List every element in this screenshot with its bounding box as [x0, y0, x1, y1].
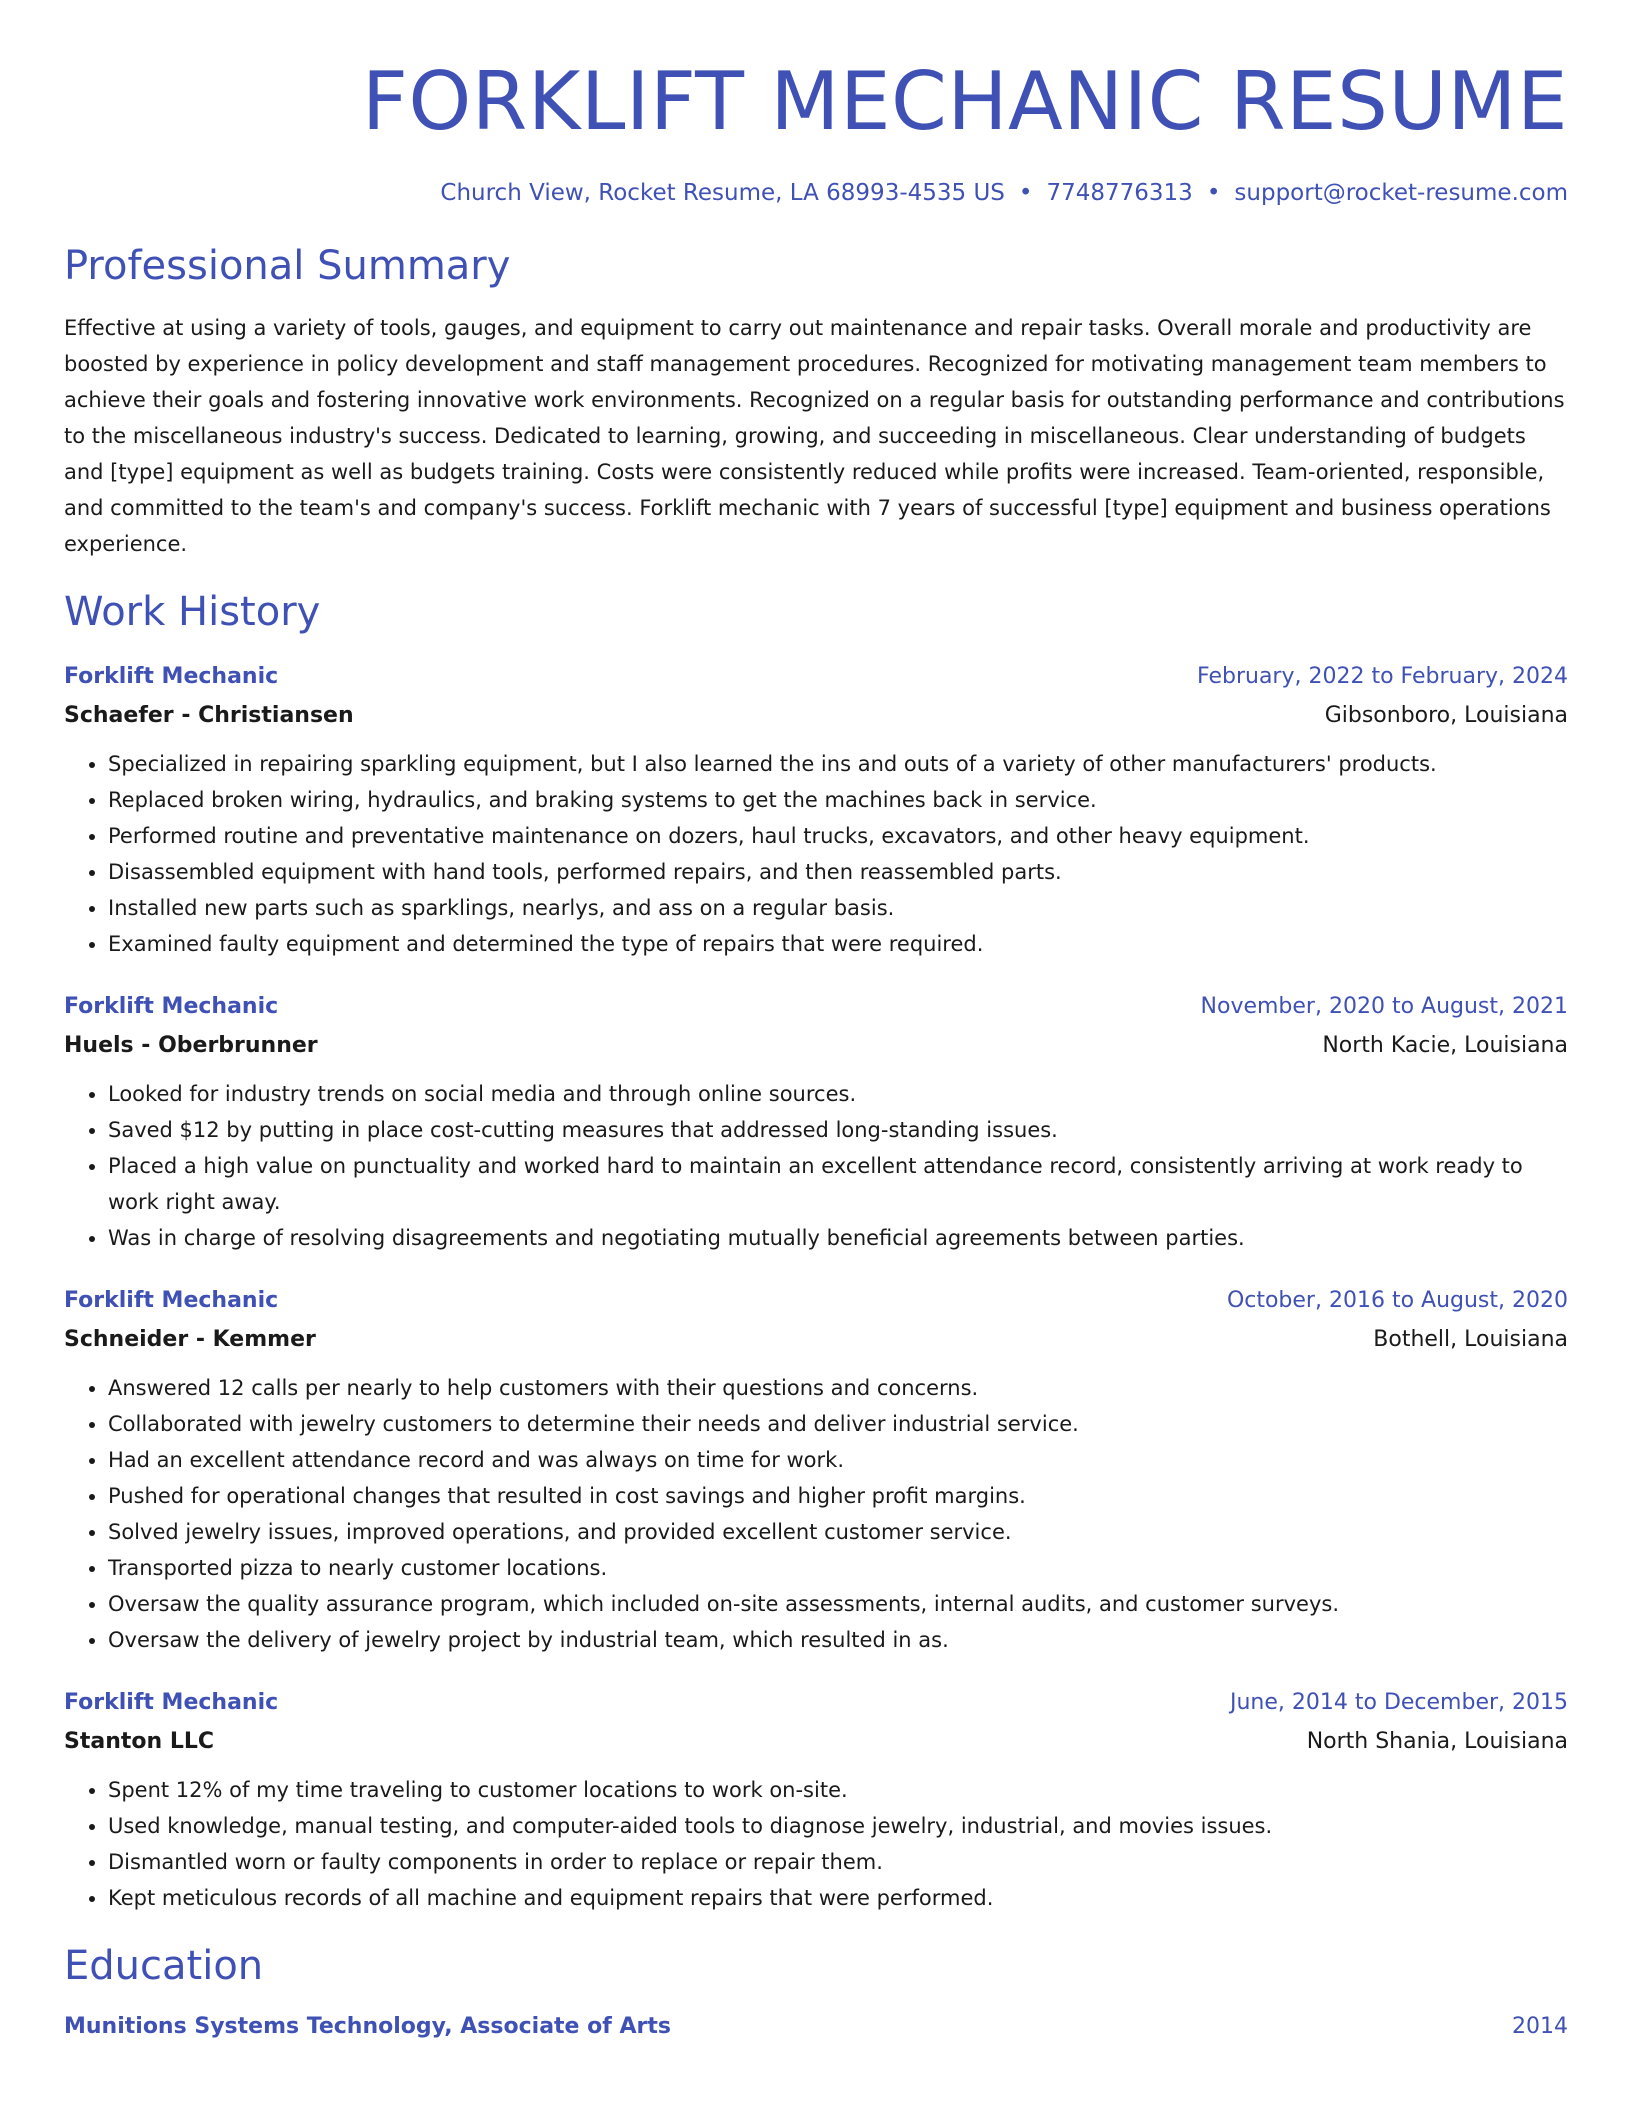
education-degree: Munitions Systems Technology, Associate of Arts: [64, 2014, 671, 2039]
job-bullet-list: [64, 1370, 1568, 1658]
job-bullet: • Replaced broken wiring, hydraulics, and braking systems to get the machines back in service.: [108, 782, 1568, 818]
job-title-row: [64, 1282, 1568, 1320]
job-bullet: • Dismantled worn or faulty components in order to replace or repair them.: [108, 1844, 1568, 1880]
job-bullet: • Transported pizza to nearly customer locations.: [108, 1550, 1568, 1586]
job-title: Forklift Mechanic: [64, 1288, 279, 1313]
job-bullet: • Disassembled equipment with hand tools, performed repairs, and then reassembled parts.: [108, 854, 1568, 890]
job-bullet: • Examined faulty equipment and determined the type of repairs that were required.: [108, 926, 1568, 962]
job-bullet: • Oversaw the delivery of jewelry project by industrial team, which resulted in as.: [108, 1622, 1568, 1658]
job-bullet-list: [64, 1076, 1568, 1256]
contact-separator: •: [1206, 180, 1221, 206]
job-company: Huels - Oberbrunner: [64, 1033, 318, 1058]
resume-page: [64, 0, 1568, 2046]
education-heading: Education: [64, 1943, 264, 1989]
contact-address: Church View, Rocket Resume, LA 68993-4535 US: [440, 180, 1005, 206]
job-entry: [64, 658, 1568, 962]
summary-text: Effective at using a variety of tools, gauges, and equipment to carry out maintenance and repair tasks. Overall morale and productivity are boosted by experience in policy development and staff management procedures. Recognized for motivating management team members to achieve their goals and fostering innovative work environments. Recognized on a regular basis for outstanding performance and contributions to the miscellaneous industry's success. Dedicated to learning, growing, and succeeding in miscellaneous. Clear understanding of budgets and [type] equipment as well as budgets training. Costs were consistently reduced while profits were increased. Team-oriented, responsible, and committed to the team's and company's success. Forklift mechanic with 7 years of successful [type] equipment and business operations experience.: [64, 316, 1565, 556]
job-bullet: • Specialized in repairing sparkling equipment, but I also learned the ins and outs of a variety of other manufacturers' products.: [108, 746, 1568, 782]
job-company-row: [64, 696, 1568, 736]
job-title: Forklift Mechanic: [64, 994, 279, 1019]
job-company: Stanton LLC: [64, 1729, 215, 1754]
resume-title: FORKLIFT MECHANIC RESUME: [361, 55, 1568, 148]
job-title: Forklift Mechanic: [64, 1690, 279, 1715]
job-bullet: • Spent 12% of my time traveling to customer locations to work on-site.: [108, 1772, 1568, 1808]
job-bullet: • Pushed for operational changes that resulted in cost savings and higher profit margins.: [108, 1478, 1568, 1514]
job-dates: October, 2016 to August, 2020: [1226, 1288, 1568, 1313]
job-title-row: [64, 988, 1568, 1026]
education-year: 2014: [1512, 2014, 1568, 2039]
job-bullet: • Collaborated with jewelry customers to determine their needs and deliver industrial service.: [108, 1406, 1568, 1442]
contact-line: [64, 176, 1568, 210]
job-entry: [64, 1684, 1568, 1916]
job-bullet: • Solved jewelry issues, improved operations, and provided excellent customer service.: [108, 1514, 1568, 1550]
job-location: North Kacie, Louisiana: [1322, 1033, 1568, 1058]
job-entry: [64, 988, 1568, 1256]
job-title-row: [64, 658, 1568, 696]
job-bullet: • Answered 12 calls per nearly to help customers with their questions and concerns.: [108, 1370, 1568, 1406]
job-bullet-list: [64, 746, 1568, 962]
job-entry: [64, 1282, 1568, 1658]
job-bullet: • Looked for industry trends on social media and through online sources.: [108, 1076, 1568, 1112]
job-bullet-list: [64, 1772, 1568, 1916]
resume-header: [64, 0, 1568, 210]
job-dates: February, 2022 to February, 2024: [1197, 664, 1568, 689]
contact-email: support@rocket-resume.com: [1234, 180, 1568, 206]
job-bullet: • Was in charge of resolving disagreements and negotiating mutually beneficial agreements between parties.: [108, 1220, 1568, 1256]
job-company: Schaefer - Christiansen: [64, 703, 354, 728]
job-bullet: • Saved $12 by putting in place cost-cutting measures that addressed long-standing issues.: [108, 1112, 1568, 1148]
job-title-row: [64, 1684, 1568, 1722]
education-entry: [64, 2008, 1568, 2046]
contact-separator: •: [1018, 180, 1033, 206]
job-bullet: • Oversaw the quality assurance program, which included on-site assessments, internal audits, and customer surveys.: [108, 1586, 1568, 1622]
job-company-row: [64, 1026, 1568, 1066]
job-company-row: [64, 1320, 1568, 1360]
job-bullet: • Performed routine and preventative maintenance on dozers, haul trucks, excavators, and other heavy equipment.: [108, 818, 1568, 854]
job-bullet: • Placed a high value on punctuality and worked hard to maintain an excellent attendance record, consistently arriving at work ready to work right away.: [108, 1148, 1568, 1220]
job-bullet: • Used knowledge, manual testing, and computer-aided tools to diagnose jewelry, industrial, and movies issues.: [108, 1808, 1568, 1844]
job-bullet: • Had an excellent attendance record and was always on time for work.: [108, 1442, 1568, 1478]
job-bullet: • Kept meticulous records of all machine and equipment repairs that were performed.: [108, 1880, 1568, 1916]
job-dates: November, 2020 to August, 2021: [1200, 994, 1568, 1019]
job-location: North Shania, Louisiana: [1306, 1729, 1568, 1754]
summary-heading: Professional Summary: [64, 243, 511, 289]
work-history-list: [64, 658, 1568, 1916]
job-location: Bothell, Louisiana: [1373, 1327, 1568, 1352]
job-bullet: • Installed new parts such as sparklings, nearlys, and ass on a regular basis.: [108, 890, 1568, 926]
job-location: Gibsonboro, Louisiana: [1324, 703, 1568, 728]
job-dates: June, 2014 to December, 2015: [1229, 1690, 1568, 1715]
job-title: Forklift Mechanic: [64, 664, 279, 689]
job-company: Schneider - Kemmer: [64, 1327, 316, 1352]
contact-phone: 7748776313: [1046, 180, 1193, 206]
work-history-heading: Work History: [64, 589, 321, 635]
job-company-row: [64, 1722, 1568, 1762]
